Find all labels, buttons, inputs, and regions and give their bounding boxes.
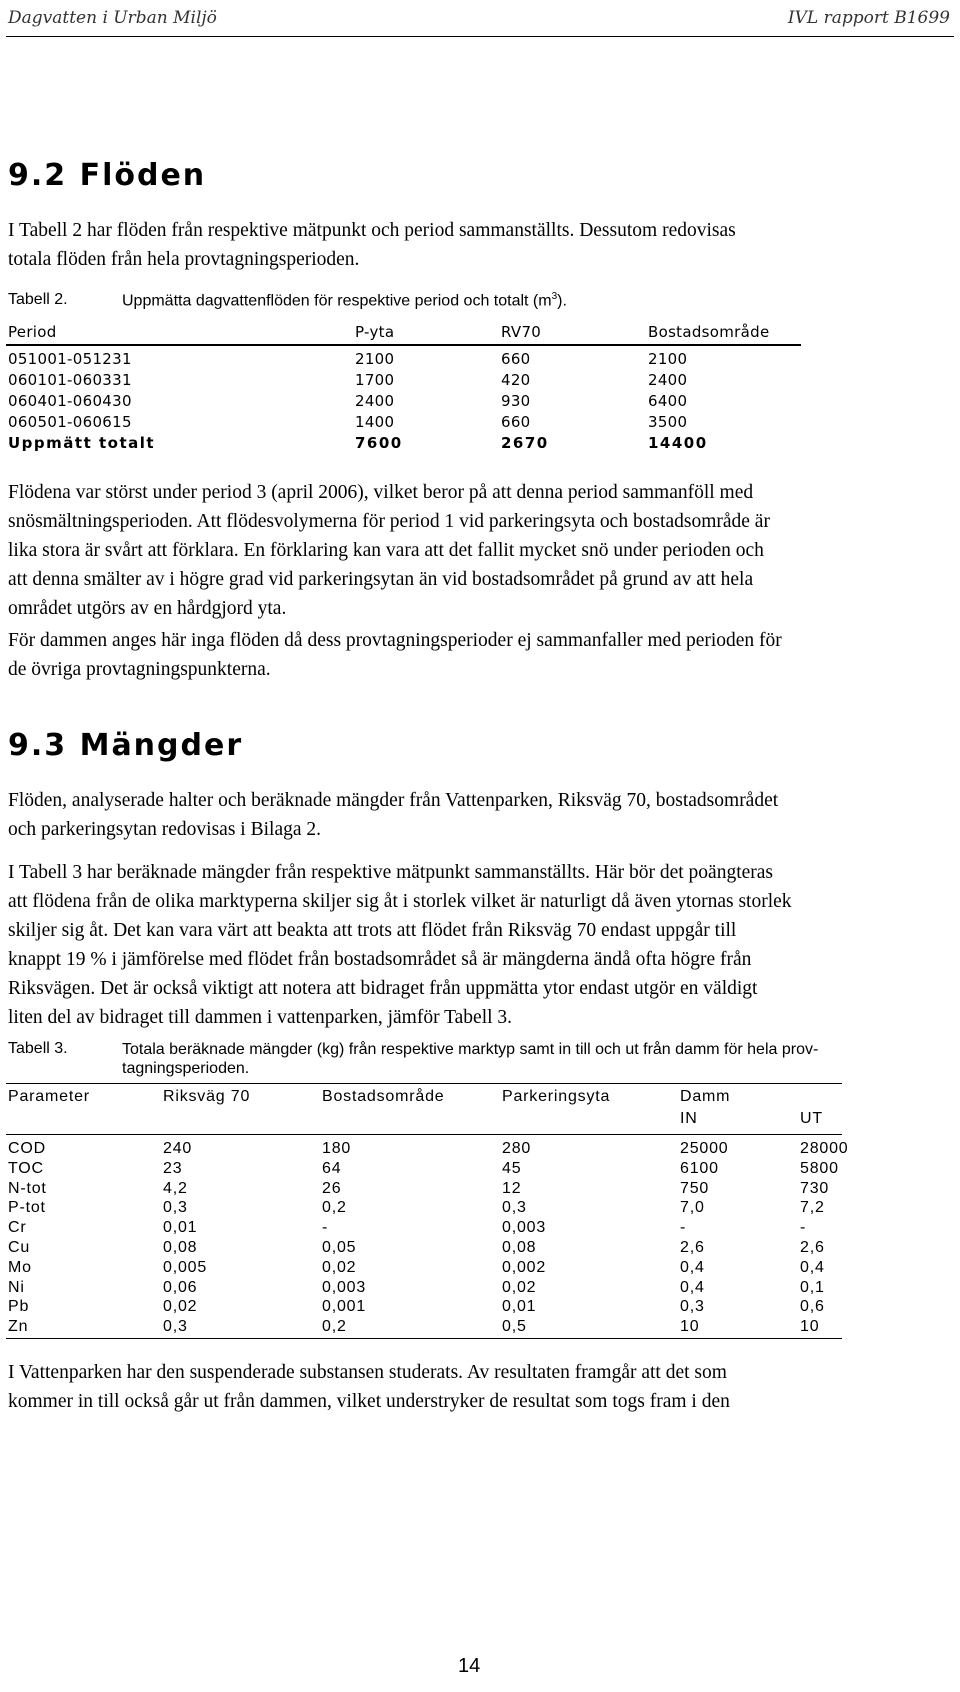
table-cell: 0,4 xyxy=(800,1258,825,1276)
parameter-cell: Cu xyxy=(8,1239,31,1256)
column-header: Bostadsområde xyxy=(322,1088,445,1105)
table-cell: 0,08 xyxy=(502,1239,537,1256)
table-cell: 28000 xyxy=(800,1140,849,1157)
table-cell: 23 xyxy=(163,1159,183,1177)
table-cell: 660 xyxy=(501,413,531,431)
parameter-cell: Ni xyxy=(8,1278,25,1296)
table-cell: 7,2 xyxy=(800,1199,825,1217)
table-cell: 7,0 xyxy=(680,1199,705,1217)
text-line: att denna smälter av i högre grad vid parkeringsytan än vid bostadsområdet på grund av att hela xyxy=(8,569,754,590)
total-cell: 2670 xyxy=(501,434,549,452)
table-cell: 930 xyxy=(501,392,531,410)
text-line: kommer in till också går ut från dammen, vilket understryker de resultat som togs fram i den xyxy=(8,1391,730,1412)
column-header: Parameter xyxy=(8,1088,90,1105)
text-line: I Vattenparken har den suspenderade substansen studerats. Av resultaten framgår att det som xyxy=(8,1362,727,1383)
caption-superscript: 3 xyxy=(551,291,558,302)
table-cell: 2,6 xyxy=(800,1239,825,1256)
table-cell: 180 xyxy=(322,1140,352,1157)
table-cell: 0,02 xyxy=(322,1258,357,1276)
running-header-right: IVL rapport B1699 xyxy=(787,8,950,28)
running-header-left: Dagvatten i Urban Miljö xyxy=(8,8,217,28)
table-cell: 0,3 xyxy=(502,1199,527,1217)
table-cell: 3500 xyxy=(648,413,688,431)
table-cell: 0,1 xyxy=(800,1278,825,1296)
table3-label: Tabell 3. xyxy=(8,1040,68,1057)
table-cell: 0,01 xyxy=(502,1298,537,1316)
table-cell: 45 xyxy=(502,1159,522,1177)
text-line: Riksvägen. Det är också viktigt att notera att bidraget från uppmätta ytor endast utgör en väldigt xyxy=(8,978,758,999)
table-cell: 240 xyxy=(163,1140,193,1157)
column-header: Period xyxy=(8,323,57,341)
column-header: Damm xyxy=(680,1088,731,1105)
table-cell: 0,02 xyxy=(163,1298,198,1316)
table-cell: 060101-060331 xyxy=(8,371,132,389)
table-cell: 0,6 xyxy=(800,1298,825,1316)
final-paragraph xyxy=(8,1358,948,1416)
text-line: knappt 19 % i jämförelse med flödet från bostadsområdet så är mängderna ändå ofta högre från xyxy=(8,949,752,970)
total-cell: 7600 xyxy=(355,434,403,452)
section-heading-flows: 9.2 Flöden xyxy=(8,158,207,193)
parameter-cell: Zn xyxy=(8,1318,29,1336)
text-line: Flödena var störst under period 3 (april 2006), vilket beror på att denna period sammanföll med xyxy=(8,482,754,503)
sub-header: UT xyxy=(800,1110,823,1127)
column-header: P-yta xyxy=(355,323,395,341)
caption-line: Totala beräknade mängder (kg) från respektive marktyp samt in till och ut från damm för hela prov- xyxy=(122,1041,819,1058)
table-cell: - xyxy=(800,1219,807,1237)
parameter-cell: Mo xyxy=(8,1258,32,1276)
total-cell: Uppmätt totalt xyxy=(8,434,156,452)
text-line: snösmältningsperioden. Att flödesvolymerna för period 1 vid parkeringsyta och bostadsområde är xyxy=(8,511,770,532)
table-cell: 10 xyxy=(800,1318,820,1336)
table-cell: 25000 xyxy=(680,1140,729,1157)
parameter-cell: P-tot xyxy=(8,1199,46,1217)
table-cell: 0,2 xyxy=(322,1199,347,1217)
table-cell: 0,3 xyxy=(680,1298,705,1316)
caption-line: tagningsperioden. xyxy=(122,1060,250,1077)
table-cell: 6100 xyxy=(680,1159,719,1177)
table-cell: 0,4 xyxy=(680,1258,705,1276)
table-cell: 0,3 xyxy=(163,1318,188,1336)
caption-end: ). xyxy=(557,292,567,310)
table-cell: 0,002 xyxy=(502,1258,547,1276)
table-cell: 2400 xyxy=(648,371,688,389)
table-cell: 051001-051231 xyxy=(8,350,132,368)
table-cell: 0,05 xyxy=(322,1239,357,1256)
text-line: de övriga provtagningspunkterna. xyxy=(8,659,271,680)
table-cell: 10 xyxy=(680,1318,700,1336)
table-cell: - xyxy=(680,1219,687,1237)
table3-bottom-rule xyxy=(6,1338,842,1339)
table-cell: 0,5 xyxy=(502,1318,527,1336)
table-cell: 0,005 xyxy=(163,1258,208,1276)
table3-top-rule xyxy=(6,1083,842,1084)
table2-label: Tabell 2. xyxy=(8,291,68,308)
text-line: I Tabell 3 har beräknade mängder från respektive mätpunkt sammanställts. Här bör det poängteras xyxy=(8,862,774,883)
text-line: Flöden, analyserade halter och beräknade mängder från Vattenparken, Riksväg 70, bostadsområdet xyxy=(8,790,779,811)
text-line: För dammen anges här inga flöden då dess provtagningsperioder ej sammanfaller med perioden för xyxy=(8,630,782,651)
table-cell: 750 xyxy=(680,1179,710,1197)
parameter-cell: Pb xyxy=(8,1298,30,1316)
page-number: 14 xyxy=(458,1655,481,1677)
table-cell: 0,01 xyxy=(163,1219,198,1237)
table-cell: 2100 xyxy=(355,350,395,368)
text-line: skiljer sig åt. Det kan vara värt att beakta att trots att flödet från Riksväg 70 endast uppgår till xyxy=(8,920,737,941)
caption-text: Uppmätta dagvattenflöden för respektive period och totalt (m xyxy=(122,292,552,310)
table-cell: 0,3 xyxy=(163,1199,188,1217)
table-cell: 2100 xyxy=(648,350,688,368)
text-line: I Tabell 2 har flöden från respektive mätpunkt och period sammanställts. Dessutom redovisas xyxy=(8,220,736,241)
text-line: totala flöden från hela provtagningsperioden. xyxy=(8,249,360,270)
text-line: lika stora är svårt att förklara. En förklaring kan vara att det fallit mycket snö under perioden och xyxy=(8,540,764,561)
table-cell: 280 xyxy=(502,1140,532,1157)
table-cell: 2400 xyxy=(355,392,395,410)
table-cell: 5800 xyxy=(800,1159,839,1177)
table-cell: - xyxy=(322,1219,329,1237)
table-cell: 2,6 xyxy=(680,1239,705,1256)
table-cell: 12 xyxy=(502,1179,522,1197)
text-line: att flödena från de olika marktyperna skiljer sig åt i storlek vilket är naturligt då även ytornas storlek xyxy=(8,891,792,912)
column-header: Parkeringsyta xyxy=(502,1088,611,1105)
table-cell: 0,08 xyxy=(163,1239,198,1256)
table-cell: 420 xyxy=(501,371,531,389)
table-cell: 0,4 xyxy=(680,1278,705,1296)
text-line: och parkeringsytan redovisas i Bilaga 2. xyxy=(8,819,321,840)
total-cell: 14400 xyxy=(648,434,708,452)
table3-header-rule xyxy=(6,1134,842,1135)
table-cell: 0,001 xyxy=(322,1298,367,1316)
sub-header: IN xyxy=(680,1110,698,1127)
table-cell: 060501-060615 xyxy=(8,413,132,431)
table-cell: 060401-060430 xyxy=(8,392,132,410)
parameter-cell: TOC xyxy=(8,1159,44,1177)
table-cell: 0,02 xyxy=(502,1278,537,1296)
table-cell: 64 xyxy=(322,1159,342,1177)
table-cell: 0,003 xyxy=(322,1278,367,1296)
parameter-cell: Cr xyxy=(8,1219,27,1237)
column-header: Riksväg 70 xyxy=(163,1088,251,1105)
table-cell: 26 xyxy=(322,1179,342,1197)
text-line: området utgörs av en hårdgjord yta. xyxy=(8,598,287,619)
parameter-cell: N-tot xyxy=(8,1179,47,1197)
table-cell: 4,2 xyxy=(163,1179,188,1197)
section-heading-amounts: 9.3 Mängder xyxy=(8,728,244,763)
table-cell: 6400 xyxy=(648,392,688,410)
table-cell: 0,003 xyxy=(502,1219,547,1237)
column-header: RV70 xyxy=(501,323,542,341)
table-cell: 0,06 xyxy=(163,1278,198,1296)
table-cell: 1700 xyxy=(355,371,395,389)
table-cell: 730 xyxy=(800,1179,830,1197)
table-cell: 0,2 xyxy=(322,1318,347,1336)
table-cell: 1400 xyxy=(355,413,395,431)
column-header: Bostadsområde xyxy=(648,323,770,341)
text-line: liten del av bidraget till dammen i vattenparken, jämför Tabell 3. xyxy=(8,1007,513,1028)
table-cell: 660 xyxy=(501,350,531,368)
parameter-cell: COD xyxy=(8,1140,46,1157)
